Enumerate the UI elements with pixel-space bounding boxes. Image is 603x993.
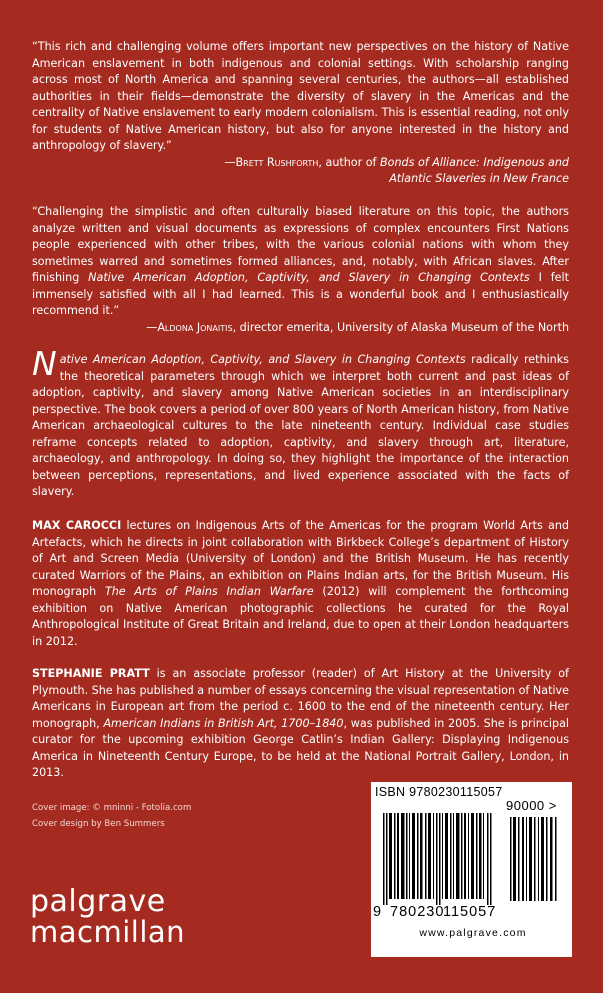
blurb-jonaitis — [32, 204, 569, 336]
attribution-dash: — — [224, 155, 236, 169]
quote-book-title: Native American Adoption, Captivity, and Slavery in Changing Contexts — [88, 271, 530, 285]
price-code: 90000 > — [506, 798, 557, 813]
isbn-barcode — [383, 813, 493, 905]
bio-text-end: (2012) will complement the forthcoming exhibition on Native American photographic collections he curated for the Royal Anthropological Institute of Great Britain and Ireland, due to open at their London headquarters in 2012. — [32, 585, 569, 648]
addon-barcode — [510, 817, 560, 901]
bio-book-title: American Indians in British Art, 1700–1840 — [103, 716, 344, 730]
blurb-attribution — [32, 155, 569, 172]
cover-image-credit: Cover image: © mninni - Fotolia.com — [32, 803, 192, 813]
blurb-author-role: , author of — [318, 155, 377, 169]
barcode-digits-group1: 780230 — [390, 904, 445, 920]
cover-design-credit: Cover design by Ben Summers — [32, 819, 165, 829]
blurb-author: Brett Rushforth — [235, 155, 319, 169]
blurb-author: Aldona Jonaitis — [157, 320, 233, 334]
bio-name: STEPHANIE PRATT — [32, 667, 150, 680]
blurb-quote: “This rich and challenging volume offers important new perspectives on the history of Native American enslavement in both indigenous and colonial settings. With scholarship ranging across most of North America and spanning several centuries, the authors—all established authorities in their fields—demonstrate the diversity of slavery in the Americas and the centrality of Native enslavement to early modern colonialism. This is essential reading, not only for students of Native American history, but also for anyone interested in the history and anthropology of slavery.” — [32, 40, 569, 153]
blurb-quote — [32, 204, 569, 320]
quote-text: “Challenging the simplistic and often culturally biased literature on this topic, the authors analyze written and visual documents as expressions of complex encounters First Nations people experienced with other tribes, with the various colonial nations with whom they sometimes warred and sometimes formed alliances, and, notably, with African slaves. After finishing — [32, 205, 569, 285]
publisher-logo — [30, 884, 186, 949]
logo-macmillan: macmillan — [30, 915, 186, 949]
blurb-book-title-line2: Atlantic Slaveries in New France — [389, 172, 569, 186]
blurb-attribution — [32, 320, 569, 337]
blurb-book-title-line1: Bonds of Alliance: Indigenous and — [380, 155, 569, 169]
blurb-rushforth — [32, 39, 569, 188]
bio-max-carocci — [32, 518, 569, 650]
bio-text: is an associate professor (reader) of Art History at the University of Plymouth. She has published a number of essays concerning the visual representation of Native Americans in European art from the period c. 1600 to the end of the nineteenth century. Her monograph, — [32, 667, 569, 730]
book-description — [32, 344, 569, 501]
description-text: radically rethinks the theoretical parameters through which we interpret both current and past ideas of adoption, captivity, and slavery among Native American societies in an interdisciplinary perspective. The book covers a period of over 800 years of North American history, from Native American archaeological cultures to the late nineteenth century. Individual case studies reframe concepts related to adoption, captivity, and slavery through art, literature, archaeology, and anthropology. In doing so, they highlight the importance of the interaction between perceptions, representations, and lived experience associated with the facts of slavery. — [32, 353, 569, 499]
dropcap-letter: N — [32, 344, 57, 383]
description-paragraph — [32, 344, 569, 501]
attribution-dash: — — [146, 320, 158, 334]
isbn-label: ISBN 9780230115057 — [375, 785, 503, 799]
bio-paragraph — [32, 666, 569, 782]
bio-paragraph — [32, 518, 569, 650]
barcode-digits-group2: 115057 — [443, 904, 497, 920]
blurb-author-role: , director emerita, University of Alaska Museum of the North — [232, 320, 569, 334]
bio-name: MAX CAROCCI — [32, 519, 122, 532]
bio-book-title: The Arts of Plains Indian Warfare — [104, 585, 314, 599]
barcode-digit-lead: 9 — [373, 904, 383, 920]
publisher-url[interactable]: www.palgrave.com — [419, 927, 527, 939]
description-title: ative American Adoption, Captivity, and Slavery in Changing Contexts — [59, 353, 466, 366]
cover-credits — [32, 800, 191, 832]
bio-stephanie-pratt — [32, 666, 569, 782]
bio-text-end: , was published in 2005. She is principal curator for the upcoming exhibition George Catlin’s Indian Gallery: Displaying Indigenous America in Nineteenth Century Europe, to be held at the National Portrait Gallery, London, in 2013. — [32, 716, 569, 780]
logo-palgrave: palgrave — [30, 884, 166, 919]
quote-text-end: I felt immensely satisfied with all I had learned. This is a wonderful book and I enthusiastically recommend it.” — [32, 271, 569, 318]
bio-text: lectures on Indigenous Arts of the Americas for the program World Arts and Artefacts, which he directs in joint collaboration with Birkbeck College’s department of History of Art and Screen Media (University of London) and the British Museum. He has recently curated Warriors of the Plains, an exhibition on Plains Indian arts, for the British Museum. His monograph — [32, 519, 569, 599]
